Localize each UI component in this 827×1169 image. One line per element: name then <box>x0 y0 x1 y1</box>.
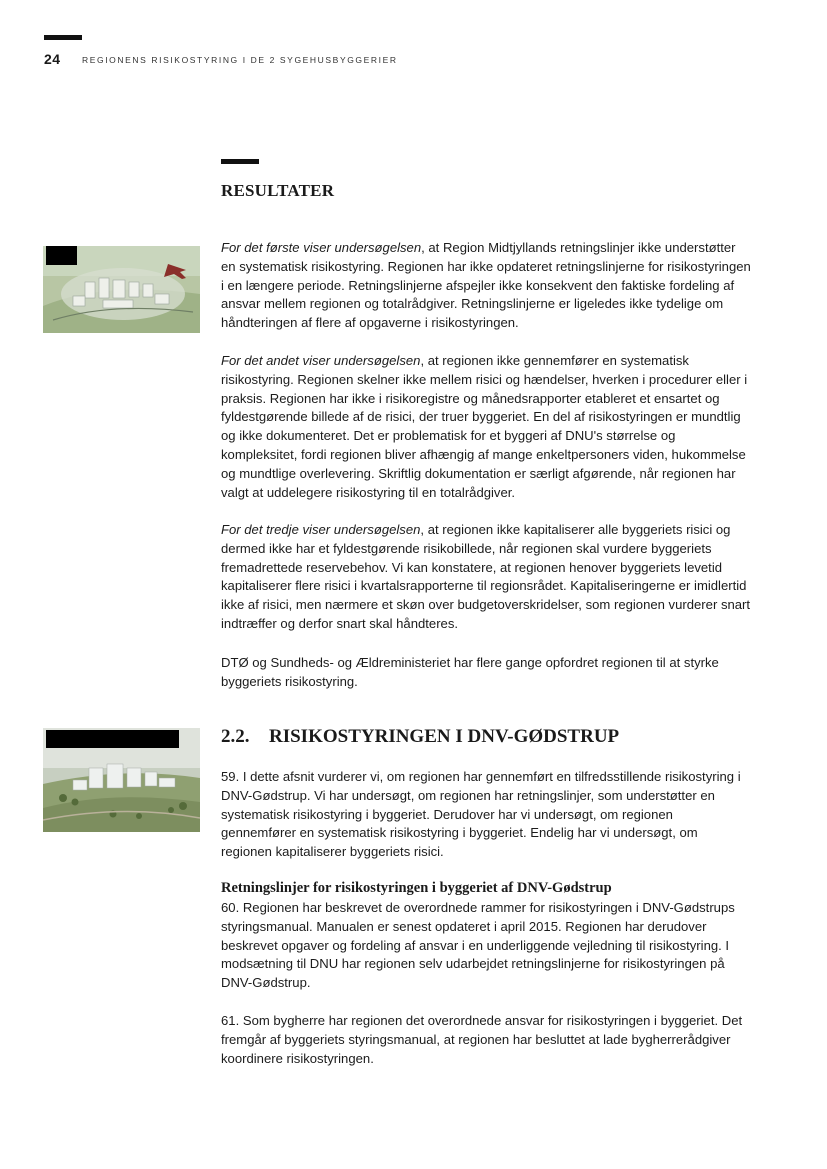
paragraph-59-text: 59. I dette afsnit vurderer vi, om regionen har gennemført en tilfredsstillende risikostyring i DNV-Gødstrup. Vi har undersøgt, om regionen har retningslinjer, som understøtter en systematisk risikostyring i byggeriet. Derudover har vi undersøgt, om regionen gennemfører en systematisk risikostyring i byggeriet. Endelig har vi undersøgt, om regionen kapitaliserer byggeriets risici. <box>221 769 741 860</box>
section-heading <box>221 726 619 748</box>
paragraph-61 <box>221 1012 751 1068</box>
results-p2-lead: For det andet viser undersøgelsen <box>221 353 421 368</box>
redaction-box <box>46 246 77 265</box>
results-p1-lead: For det første viser undersøgelsen <box>221 240 422 255</box>
results-paragraph-2 <box>221 352 751 502</box>
results-paragraph-3 <box>221 521 751 634</box>
results-paragraph-1 <box>221 239 751 333</box>
section-number: 2.2. <box>221 726 250 747</box>
running-title: REGIONENS RISIKOSTYRING I DE 2 SYGEHUSBYGGERIER <box>82 55 398 65</box>
results-p3-lead: For det tredje viser undersøgelsen <box>221 522 421 537</box>
paragraph-60 <box>221 899 751 993</box>
section-rule <box>221 159 259 164</box>
paragraph-59 <box>221 768 751 862</box>
results-p2-text: , at regionen ikke gennemfører en systematisk risikostyring. Regionen skelner ikke mellem risici og hændelser, hverken i procedurer eller i praksis. Regionen har ikke i risikoregistre og månedsrapporter etableret et ensartet og fyldestgørende billede af de risici, der truer byggeriet. En del af risikostyringen er mundtlig og ikke dokumenteret. Det er problematisk for et byggeri af DNU's størrelse og kompleksitet, fordi regionen bliver afhængig af mange enkeltpersoners viden, hukommelse og mundtlige overlevering. Skriftlig dokumentation er særligt afgørende, når regionen har valgt at uddelegere risikostyring til en totalrådgiver. <box>221 353 748 500</box>
hospital-aerial-image-dnv <box>43 728 200 832</box>
hospital-aerial-image-dnu <box>43 246 200 333</box>
results-p4-text: DTØ og Sundheds- og Ældreministeriet har flere gange opfordret regionen til at styrke byggeriets risikostyring. <box>221 655 719 689</box>
header-rule <box>44 35 82 40</box>
results-paragraph-4 <box>221 654 751 692</box>
section-title: RISIKOSTYRINGEN I DNV-GØDSTRUP <box>269 726 620 747</box>
paragraph-61-text: 61. Som bygherre har regionen det overordnede ansvar for risikostyringen i byggeriet. Det fremgår af byggeriets styringsmanual, at regionen har besluttet at lade bygherrerådgiver koordinere risikostyringen. <box>221 1013 743 1066</box>
results-p3-text: , at regionen ikke kapitaliserer alle byggeriets risici og dermed ikke har et fyldestgørende risikobillede, når regionen skal vurdere byggeriets fremadrettede reservebehov. Vi kan konstatere, at regionen henover byggeriets levetid kapitaliserer flere risici i kvartalsrapporterne til regionsrådet. Kapitaliseringerne er imidlertid ikke af risici, men nærmere et skøn over budgetoverskridelser, som regionen vurderer snart indtræffer og derfor snart skal håndteres. <box>221 522 751 631</box>
subheading-guidelines: Retningslinjer for risikostyringen i byggeriet af DNV-Gødstrup <box>221 880 612 896</box>
results-heading: RESULTATER <box>221 181 335 200</box>
redaction-box <box>46 730 179 748</box>
page-number: 24 <box>44 51 61 67</box>
results-p1-text: , at Region Midtjyllands retningslinjer ikke understøtter en systematisk risikostyring. Regionen har ikke opdateret retningslinjerne for risikostyringen i en længere periode. Retningslinjerne afspejler ikke konsekvent den faktiske fordeling af ansvar mellem regionen og totalrådgiver. Retningslinjerne er ligeledes ikke tydelige om håndteringen af flere af opgaverne i risikostyringen. <box>221 240 751 331</box>
paragraph-60-text: 60. Regionen har beskrevet de overordnede rammer for risikostyringen i DNV-Gødstrups styringsmanual. Manualen er senest opdateret i april 2015. Regionen har derudover beskrevet opgaver og fordeling af ansvar i en underliggende vejledning til risikostyring. I modsætning til DNU har regionen selv udarbejdet retningslinjerne for risikostyringen på DNV-Gødstrup. <box>221 900 735 991</box>
